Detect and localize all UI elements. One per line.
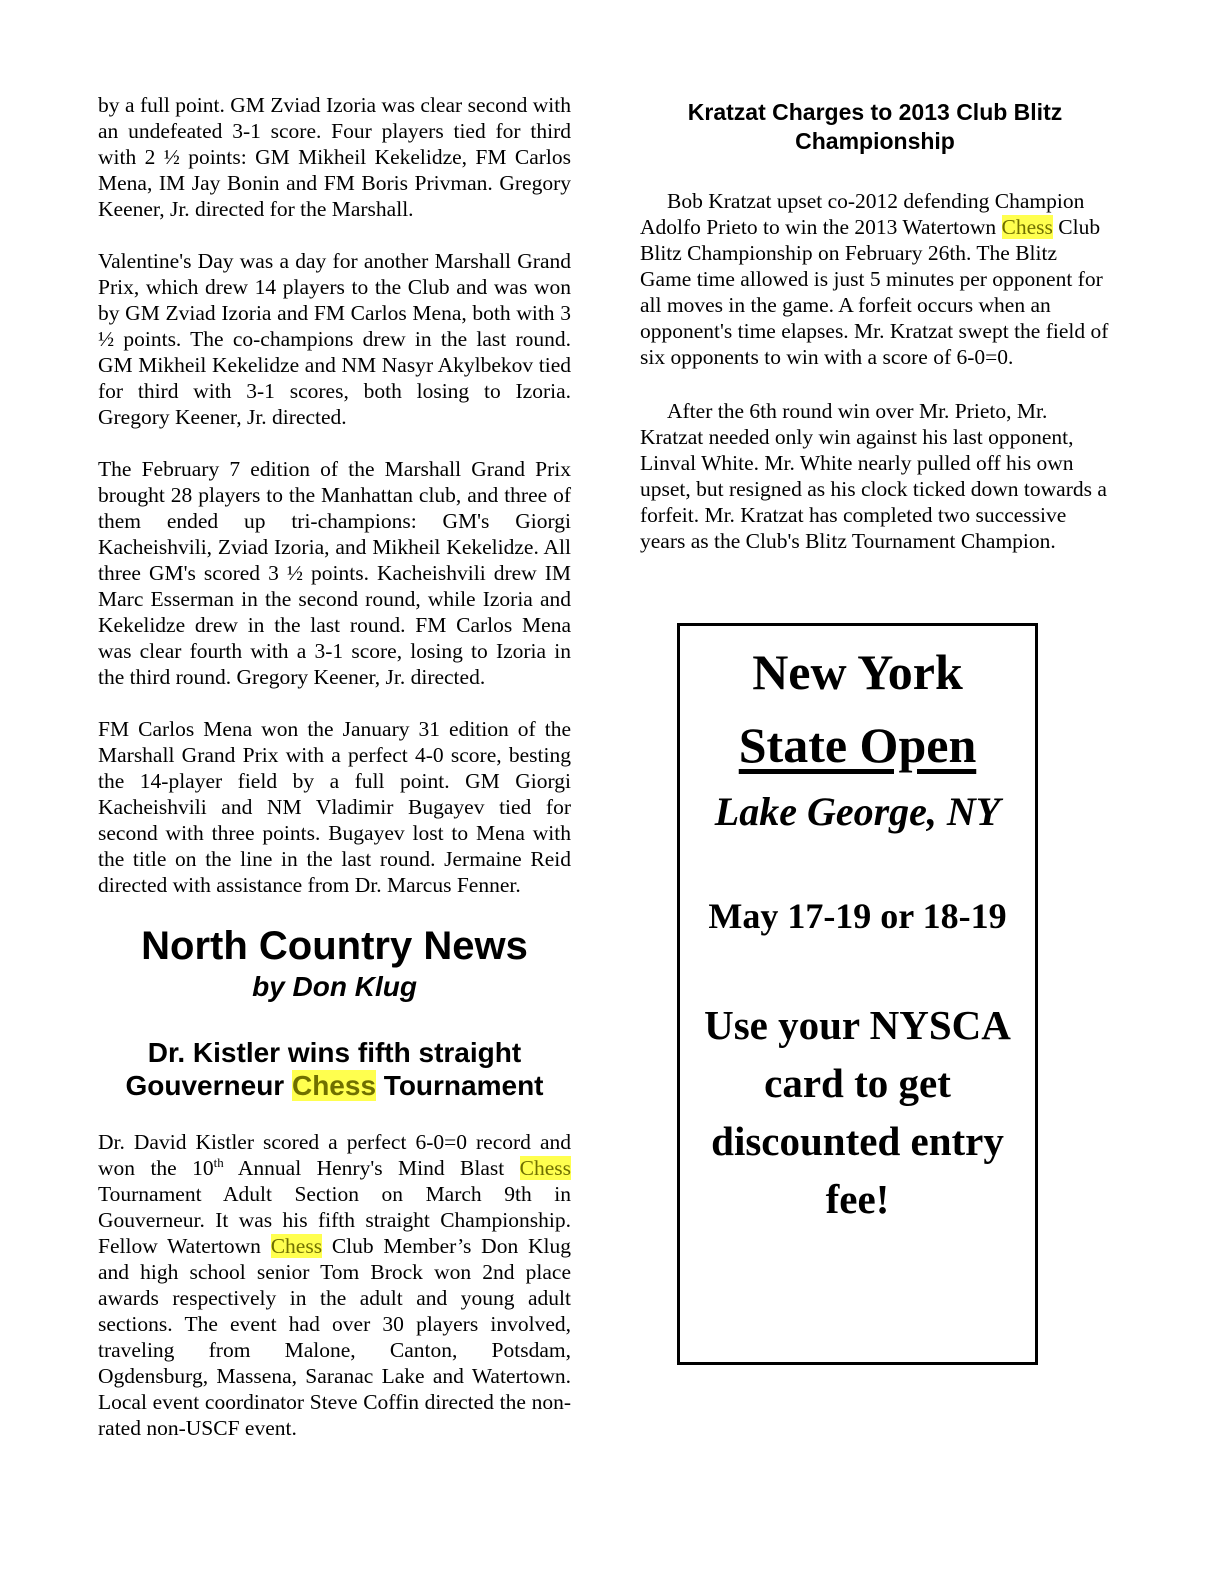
paragraph-jan31-grand-prix: FM Carlos Mena won the January 31 edition of the Marshall Grand Prix with a perfect 4-0 score, besting the 14-player field by a full point. GM Giorgi Kacheishvili and NM Vladimir Bugayev tied for second with three points. Bugayev lost to Mena with the title on the line in the last round. Jermaine Reid directed with assistance from Dr. Marcus Fenner. (98, 717, 571, 897)
right-column (640, 92, 1110, 582)
byline-don-klug: by Don Klug (252, 971, 417, 1002)
section-title-north-country-news: North Country News (141, 924, 528, 968)
paragraph-kratzat-final-round: After the 6th round win over Mr. Prieto, Mr. Kratzat needed only win against his last opponent, Linval White. Mr. White nearly pulled off his own upset, but resigned as his clock ticked down towards a forfeit. Mr. Kratzat has completed two successive years as the Club's Blitz Tournament Champion. (640, 398, 1107, 553)
paragraph-kistler-tournament (98, 1129, 571, 1441)
search-highlight: Chess (291, 1070, 377, 1102)
ad-promo: Use your NYSCA card to get discounted entry fee! (704, 1001, 1011, 1223)
heading-kratzat-line1: Kratzat Charges to 2013 Club Blitz (687, 99, 1063, 125)
text-run: Club Member’s Don Klug and high school senior Tom Brock won 2nd place awards respectively in the adult and young adult sections. The event had over 30 players involved, traveling from Malone, Canton, Potsdam, Ogdensburg, Massena, Saranac Lake and Watertown. Local event coordinator Steve Coffin directed the non-rated non-USCF event. (98, 1233, 571, 1440)
text-run: Club Blitz Championship on February 26th. The Blitz Game time allowed is just 5 minutes per opponent for all moves in the game. A forfeit occurs when an opponent's time elapses. Mr. Kratzat swept the field of six opponents to win with a score of 6-0=0. (640, 214, 1109, 369)
text-run: Annual Henry's Mind Blast (223, 1155, 520, 1180)
search-highlight: Chess (270, 1233, 323, 1258)
heading-kistler-wins (98, 1036, 571, 1103)
ad-title-line1: New York (752, 644, 963, 700)
ad-location: Lake George, NY (714, 789, 1001, 834)
heading-kratzat-blitz (640, 98, 1110, 156)
text-run: Dr. David Kistler scored a perfect 6-0=0 record and won the 10 (98, 1129, 571, 1180)
ad-title-line2: State Open (738, 716, 977, 773)
ad-dates: May 17-19 or 18-19 (708, 896, 1007, 936)
heading-kistler-line1: Dr. Kistler wins fifth straight (147, 1036, 522, 1068)
search-highlight: Chess (519, 1155, 571, 1180)
paragraph-valentines-grand-prix: Valentine's Day was a day for another Marshall Grand Prix, which drew 14 players to the Club and was won by GM Zviad Izoria and FM Carlos Mena, both with 3 ½ points. The co-champions drew in the last round. GM Mikheil Kekelidze and NM Nasyr Akylbekov tied for third with 3-1 scores, both losing to Izoria. Gregory Keener, Jr. directed. (98, 249, 571, 429)
text-run: Bob Kratzat upset co-2012 defending Champion Adolfo Prieto to win the 2013 Watertown (640, 188, 1085, 239)
text-run: Tournament Adult Section on March 9th in Gouverneur. It was his fifth straight Championship. Fellow Watertown (98, 1181, 571, 1258)
left-column (98, 92, 571, 1467)
search-highlight: Chess (1001, 214, 1053, 239)
ad-box-ny-state-open (677, 623, 1038, 1365)
paragraph-feb7-grand-prix: The February 7 edition of the Marshall Grand Prix brought 28 players to the Manhattan club, and three of them ended up tri-champions: GM's Giorgi Kacheishvili, Zviad Izoria, and Mikheil Kekelidze. All three GM's scored 3 ½ points. Kacheishvili drew IM Marc Esserman in the second round, while Izoria and Kekelidze drew in the last round. FM Carlos Mena was clear fourth with a 3-1 score, losing to Izoria in the third round. Gregory Keener, Jr. directed. (98, 457, 571, 689)
paragraph-grand-prix-continuation: by a full point. GM Zviad Izoria was clear second with an undefeated 3-1 score. Four players tied for third with 2 ½ points: GM Mikheil Kekelidze, FM Carlos Mena, IM Jay Bonin and FM Boris Privman. Gregory Keener, Jr. directed for the Marshall. (98, 93, 571, 221)
text-run: Gouverneur (125, 1070, 292, 1102)
text-run: Tournament (376, 1070, 544, 1102)
superscript: th (213, 1155, 224, 1170)
heading-kistler-line2 (125, 1070, 543, 1101)
heading-kratzat-line2: Championship (795, 127, 955, 154)
paragraph-kratzat-championship (640, 188, 1110, 370)
